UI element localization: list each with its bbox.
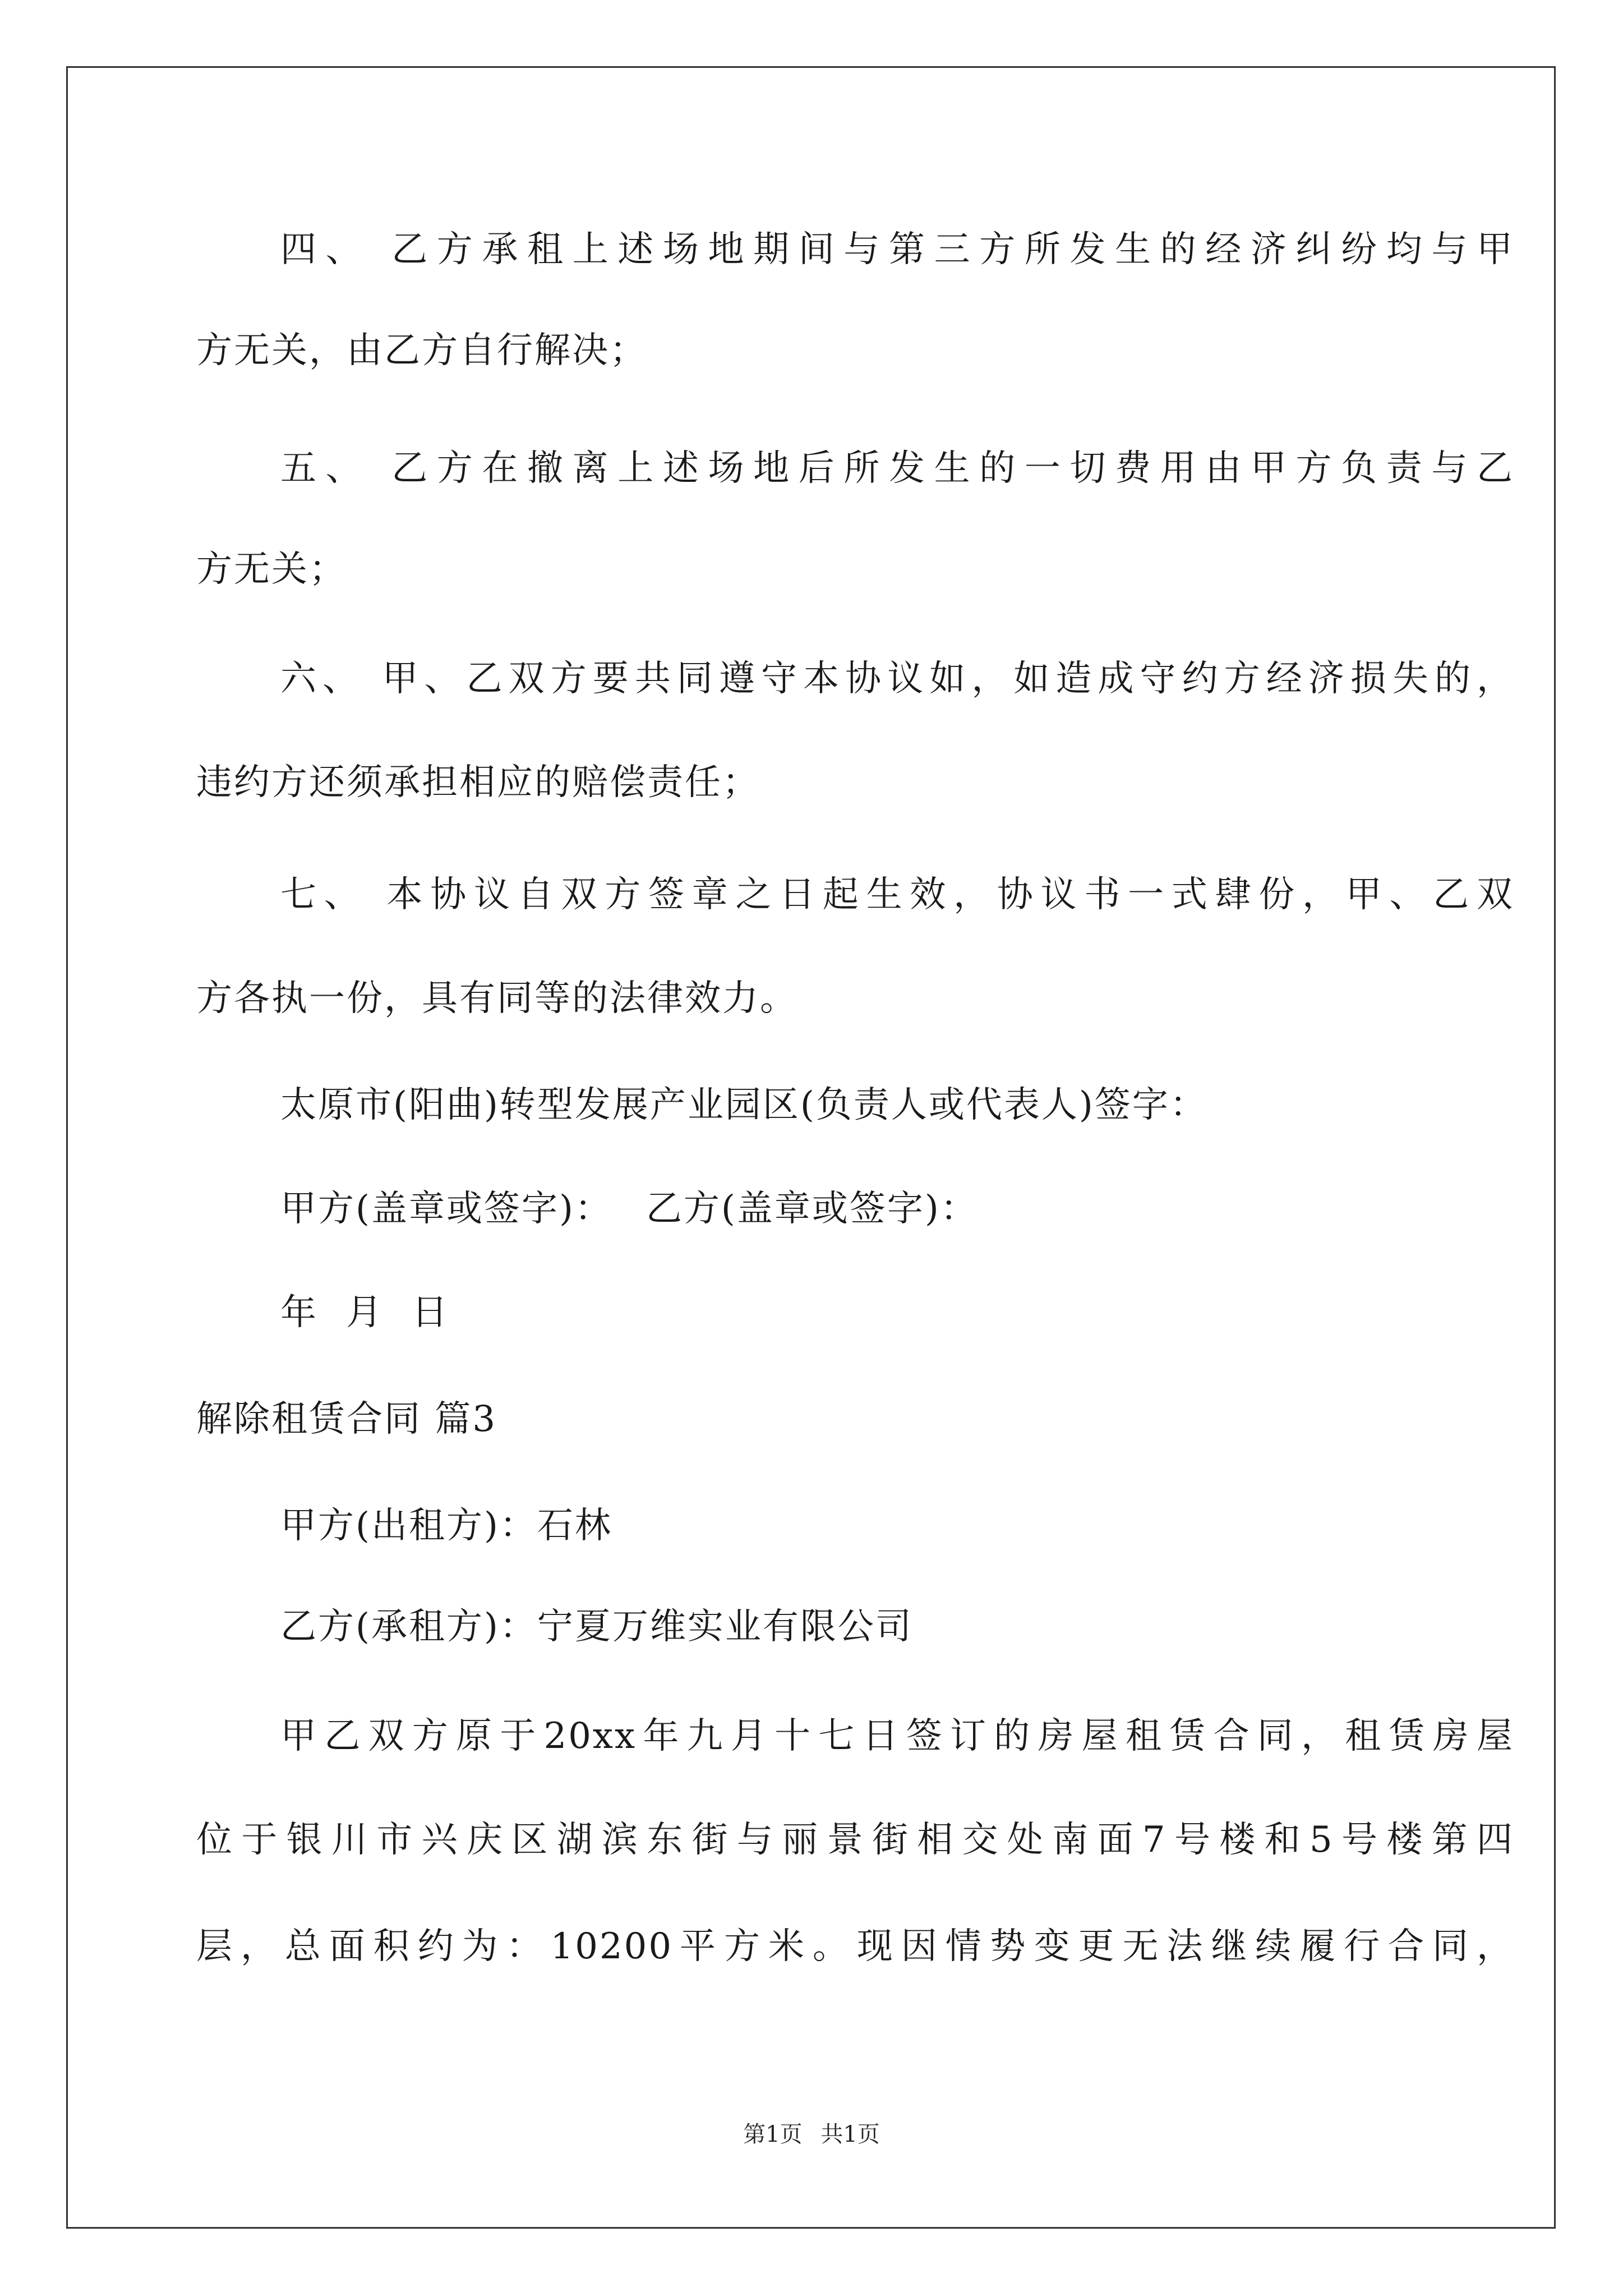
party-a-signature: 甲方(盖章或签字)： — [280, 1188, 612, 1230]
page-total: 共1页 — [820, 2122, 880, 2147]
clause-6-line-2: 违约方还须承担相应的赔偿责任； — [196, 762, 760, 803]
clause-7-line-1: 七、 本协议自双方签章之日起生效，协议书一式肆份，甲、乙双 — [280, 874, 1514, 915]
page-border — [66, 66, 1556, 2229]
party-b-signature: 乙方(盖章或签字)： — [645, 1188, 978, 1230]
park-signature-line: 太原市(阳曲)转型发展产业园区(负责人或代表人)签字： — [280, 1084, 1207, 1126]
date-month: 月 — [346, 1292, 384, 1333]
date-year: 年 — [280, 1292, 318, 1333]
page-footer — [0, 2120, 1623, 2148]
party-a-info: 甲方(出租方)：石林 — [280, 1505, 612, 1547]
party-signatures — [280, 1186, 978, 1231]
clause-5-line-2: 方无关； — [196, 549, 347, 590]
section-3-body-line-1: 甲乙双方原于20xx年九月十七日签订的房屋租赁合同，租赁房屋 — [280, 1715, 1514, 1757]
section-3-body-line-3: 层，总面积约为：10200平方米。现因情势变更无法继续履行合同， — [196, 1926, 1514, 1967]
clause-4-line-1: 四、 乙方承租上述场地期间与第三方所发生的经济纠纷均与甲 — [280, 229, 1514, 270]
clause-5-line-1: 五、 乙方在撤离上述场地后所发生的一切费用由甲方负责与乙 — [280, 448, 1514, 489]
clause-6-line-1: 六、 甲、乙双方要共同遵守本协议如，如造成守约方经济损失的， — [280, 658, 1514, 700]
section-3-body-line-2: 位于银川市兴庆区湖滨东街与丽景街相交处南面7号楼和5号楼第四 — [196, 1819, 1514, 1861]
date-day: 日 — [412, 1292, 449, 1333]
clause-4-line-2: 方无关，由乙方自行解决； — [196, 330, 647, 371]
page-current: 第1页 — [743, 2122, 803, 2147]
signature-date — [280, 1290, 449, 1335]
clause-7-line-2: 方各执一份，具有同等的法律效力。 — [196, 978, 797, 1019]
party-b-info: 乙方(承租方)：宁夏万维实业有限公司 — [280, 1606, 913, 1648]
section-3-heading: 解除租赁合同 篇3 — [196, 1398, 497, 1440]
